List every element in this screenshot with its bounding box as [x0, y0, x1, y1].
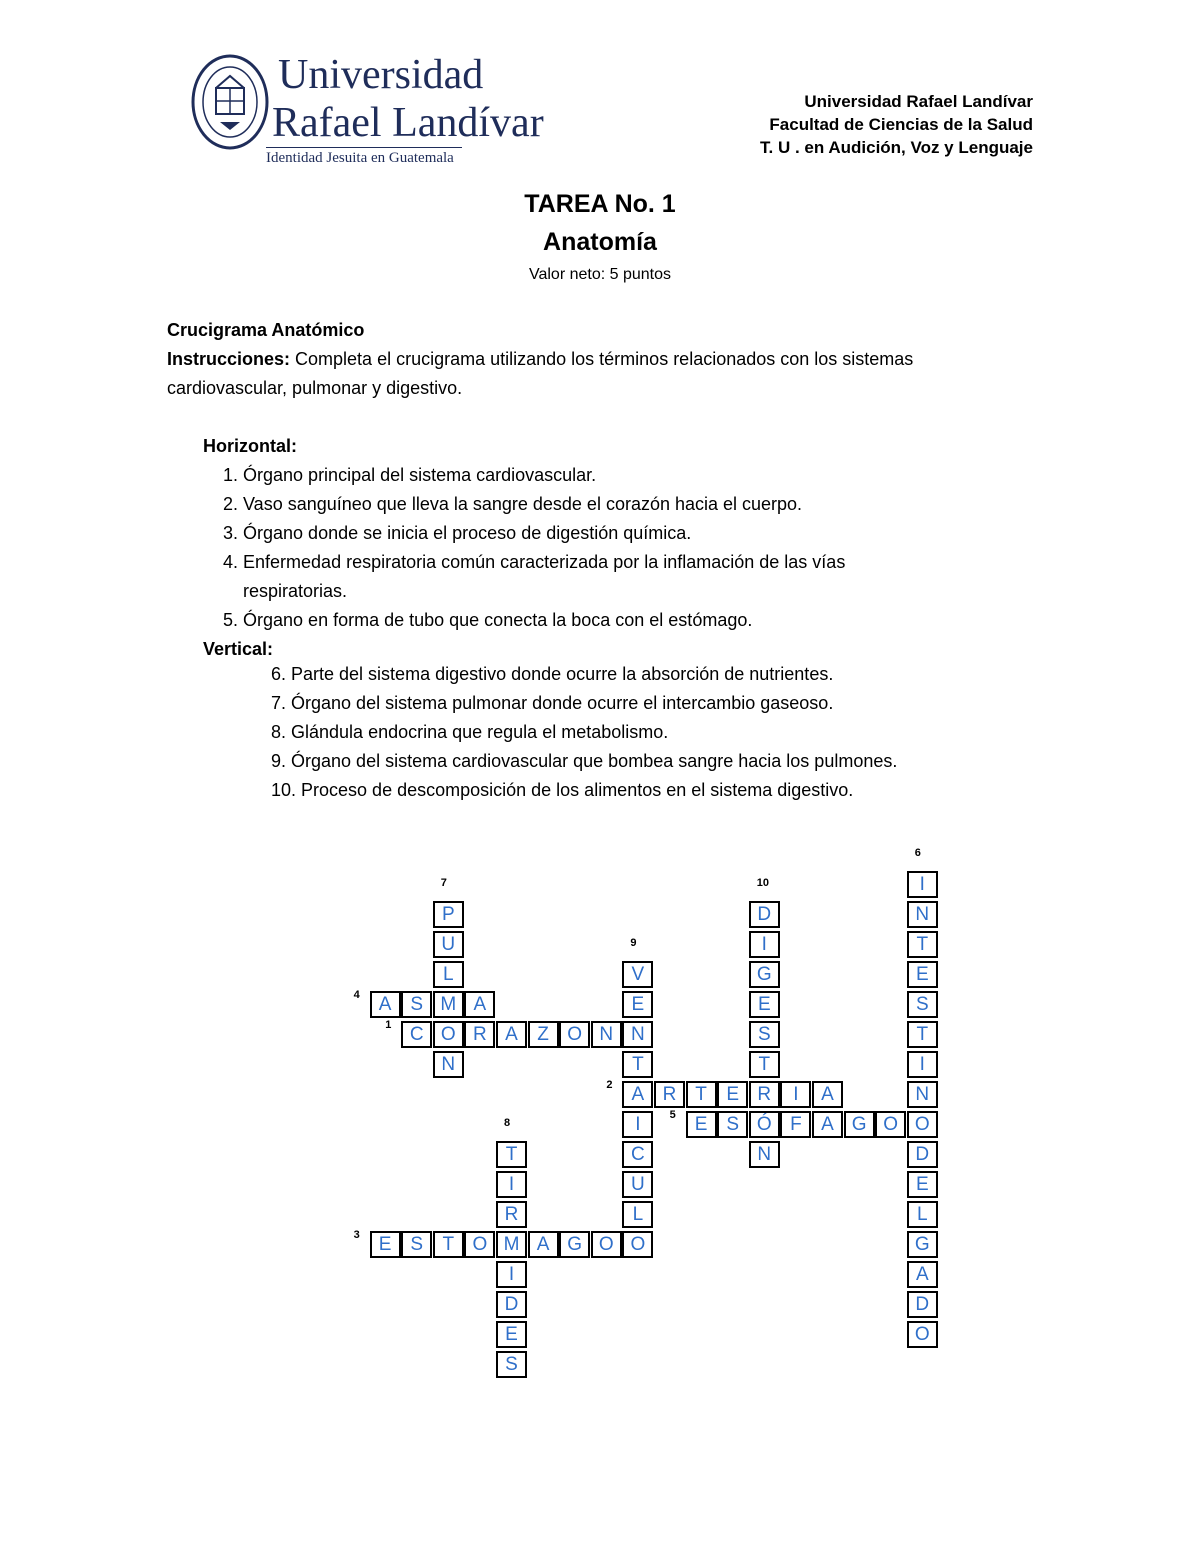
logo-divider [266, 147, 462, 148]
crossword-cell: R [464, 1021, 495, 1048]
clue-number-9: 9 [630, 937, 637, 949]
document-header [760, 90, 1033, 159]
clue-number-5: 5 [669, 1109, 676, 1121]
crossword-cell: O [907, 1111, 938, 1138]
crossword-cell: T [496, 1141, 527, 1168]
list-item: 8. Glándula endocrina que regula el metabolismo. [271, 722, 669, 742]
list-item: 10. Proceso de descomposición de los alimentos en el sistema digestivo. [271, 780, 854, 800]
crossword-cell: T [907, 931, 938, 958]
crossword-grid [330, 825, 950, 1385]
logo-tagline: Identidad Jesuita en Guatemala [266, 150, 454, 166]
header-university: Universidad Rafael Landívar [804, 92, 1033, 111]
horizontal-label: Horizontal: [203, 436, 297, 456]
crossword-heading: Crucigrama Anatómico [167, 320, 365, 340]
list-item: 7. Órgano del sistema pulmonar donde ocurre el intercambio gaseoso. [271, 693, 834, 713]
instructions-label: Instrucciones: [167, 349, 291, 369]
horizontal-clues [203, 432, 845, 664]
crossword-cell: Ó [749, 1111, 780, 1138]
university-logo [190, 50, 544, 170]
list-item: 1. Órgano principal del sistema cardiovascular. [222, 465, 597, 485]
crossword-cell: D [496, 1291, 527, 1318]
crossword-cell: O [559, 1021, 590, 1048]
crossword-cell: T [686, 1081, 717, 1108]
clue-number-8: 8 [504, 1117, 511, 1129]
crossword-cell: D [749, 901, 780, 928]
crossword-cell: F [780, 1111, 811, 1138]
crossword-cell: A [907, 1261, 938, 1288]
crossword-cell: I [907, 1051, 938, 1078]
crossword-cell: E [717, 1081, 748, 1108]
crossword-cell: L [907, 1201, 938, 1228]
crossword-cell: O [875, 1111, 906, 1138]
crossword-cell: V [622, 961, 653, 988]
list-item: respiratorias. [243, 581, 348, 601]
crossword-cell: S [717, 1111, 748, 1138]
crossword-cell: G [844, 1111, 875, 1138]
header-faculty: Facultad de Ciencias de la Salud [769, 115, 1033, 134]
crossword-cell: O [622, 1231, 653, 1258]
crossword-cell: N [622, 1021, 653, 1048]
crossword-cell: O [591, 1231, 622, 1258]
crossword-cell: R [496, 1201, 527, 1228]
list-item: 2. Vaso sanguíneo que lleva la sangre desde el corazón hacia el cuerpo. [222, 494, 803, 514]
crossword-cell: D [907, 1141, 938, 1168]
section-heading [167, 316, 1037, 345]
crossword-cell: D [907, 1291, 938, 1318]
crossword-cell: A [812, 1111, 843, 1138]
crossword-cell: I [907, 871, 938, 898]
crossword-cell: I [622, 1111, 653, 1138]
crossword-cell: T [749, 1051, 780, 1078]
crossword-cell: A [812, 1081, 843, 1108]
crossword-cell: M [433, 991, 464, 1018]
crossword-cell: N [433, 1051, 464, 1078]
crossword-cell: U [622, 1171, 653, 1198]
header-program: T. U . en Audición, Voz y Lenguaje [760, 138, 1033, 157]
crossword-cell: T [433, 1231, 464, 1258]
clue-number-2: 2 [606, 1079, 613, 1091]
clue-number-3: 3 [353, 1229, 360, 1241]
crossword-cell: S [401, 991, 432, 1018]
crossword-cell: N [907, 1081, 938, 1108]
crossword-cell: S [749, 1021, 780, 1048]
crossword-cell: S [496, 1351, 527, 1378]
crossword-cell: M [496, 1231, 527, 1258]
crossword-cell: O [433, 1021, 464, 1048]
list-item: 9. Órgano del sistema cardiovascular que bombea sangre hacia los pulmones. [271, 751, 898, 771]
crossword-cell: E [496, 1321, 527, 1348]
instructions-text: Completa el crucigrama utilizando los términos relacionados con los sistemas cardiovascular, pulmonar y digestivo. [167, 349, 914, 398]
crossword-cell: C [622, 1141, 653, 1168]
crossword-cell: N [749, 1141, 780, 1168]
logo-text-line1: Universidad [278, 52, 484, 98]
crossword-cell: T [622, 1051, 653, 1078]
clue-number-6: 6 [914, 847, 921, 859]
crossword-cell: R [654, 1081, 685, 1108]
crossword-cell: G [749, 961, 780, 988]
vertical-clues [203, 660, 897, 805]
assignment-title: TAREA No. 1 [524, 190, 676, 218]
crossword-cell: S [907, 991, 938, 1018]
crossword-cell: L [622, 1201, 653, 1228]
assignment-value: Valor neto: 5 puntos [528, 266, 672, 283]
crossword-cell: E [686, 1111, 717, 1138]
clue-number-1: 1 [385, 1019, 392, 1031]
list-item: 4. Enfermedad respiratoria común caracterizada por la inflamación de las vías [222, 552, 846, 572]
crossword-cell: I [780, 1081, 811, 1108]
list-item: 3. Órgano donde se inicia el proceso de digestión química. [222, 523, 692, 543]
crossword-cell: N [591, 1021, 622, 1048]
crossword-cell: P [433, 901, 464, 928]
crossword-cell: I [496, 1171, 527, 1198]
clue-number-4: 4 [353, 989, 360, 1001]
crossword-cell: E [907, 961, 938, 988]
crossword-cell: I [496, 1261, 527, 1288]
crossword-cell: A [622, 1081, 653, 1108]
list-item: 5. Órgano en forma de tubo que conecta la boca con el estómago. [222, 610, 753, 630]
crossword-cell: C [401, 1021, 432, 1048]
crossword-cell: O [464, 1231, 495, 1258]
crossword-cell: A [370, 991, 401, 1018]
vertical-label: Vertical: [203, 639, 274, 659]
crossword-cell: E [622, 991, 653, 1018]
crossword-cell: O [907, 1321, 938, 1348]
list-item: 6. Parte del sistema digestivo donde ocurre la absorción de nutrientes. [271, 664, 834, 684]
crossword-cell: S [401, 1231, 432, 1258]
crossword-cell: A [528, 1231, 559, 1258]
crossword-cell: E [370, 1231, 401, 1258]
crossword-cell: I [749, 931, 780, 958]
university-seal-icon [190, 52, 270, 152]
crossword-cell: T [907, 1021, 938, 1048]
crossword-cell: U [433, 931, 464, 958]
crossword-cell: E [749, 991, 780, 1018]
logo-text-line2: Rafael Landívar [272, 100, 544, 146]
crossword-cell: G [907, 1231, 938, 1258]
crossword-cell: R [749, 1081, 780, 1108]
clue-number-10: 10 [756, 877, 770, 889]
crossword-cell: A [464, 991, 495, 1018]
crossword-cell: N [907, 901, 938, 928]
instructions [167, 345, 1037, 403]
subject-title: Anatomía [543, 228, 657, 256]
crossword-cell: A [496, 1021, 527, 1048]
crossword-cell: Z [528, 1021, 559, 1048]
crossword-cell: E [907, 1171, 938, 1198]
crossword-cell: L [433, 961, 464, 988]
clue-number-7: 7 [440, 877, 447, 889]
crossword-cell: G [559, 1231, 590, 1258]
